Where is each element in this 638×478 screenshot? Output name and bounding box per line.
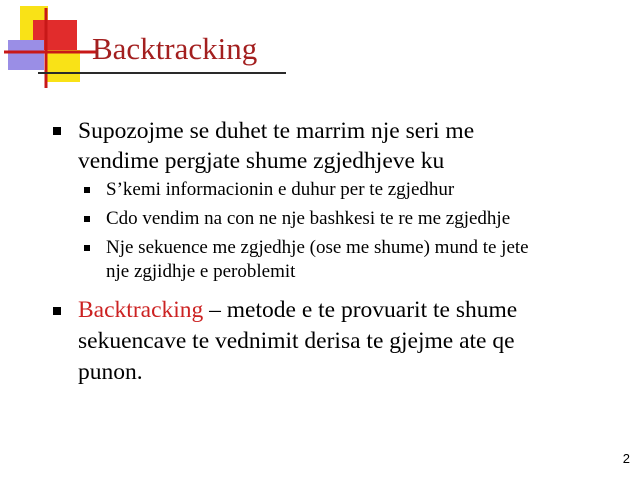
title-underline (38, 72, 286, 74)
bullet-1-line-1: Supozojme se duhet te marrim nje seri me (78, 118, 475, 144)
backtracking-term: Backtracking (78, 297, 204, 323)
sub-bullet-3-line-1: Nje sekuence me zgjedhje (ose me shume) mund te jete (106, 237, 529, 258)
bullet-2-line-2: sekuencave te vednimit derisa te gjejme ate qe (78, 328, 515, 354)
bullet-marker (53, 127, 61, 135)
bullet-1-line-2: vendime pergjate shume zgjedhjeve ku (78, 148, 445, 174)
color-blocks-logo-icon (0, 0, 100, 90)
sub-bullet-marker (84, 216, 90, 222)
sub-bullet-2: Cdo vendim na con ne nje bashkesi te re me zgjedhje (106, 208, 511, 229)
slide-title: Backtracking (92, 31, 258, 66)
bullet-2-line-1-rest: – metode e te provuarit te shume (203, 297, 518, 323)
sub-bullet-marker (84, 187, 90, 193)
bullet-marker (53, 307, 61, 315)
sub-bullet-3-line-2: nje zgjidhje e peroblemit (106, 261, 296, 282)
bullet-2-line-3: punon. (78, 359, 143, 385)
sub-bullet-1: S’kemi informacionin e duhur per te zgjedhur (106, 179, 455, 200)
bullet-2-line-1 (78, 294, 517, 326)
page-number: 2 (622, 451, 630, 466)
sub-bullet-marker (84, 245, 90, 251)
